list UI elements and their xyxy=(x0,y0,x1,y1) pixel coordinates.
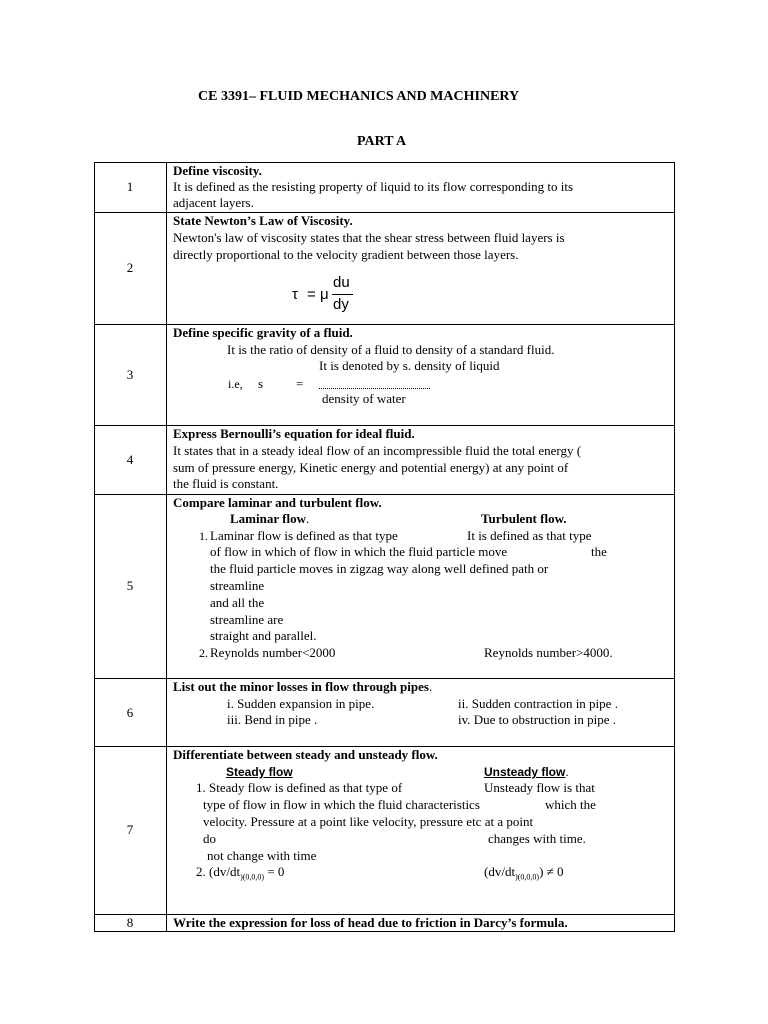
answer-line: It is denoted by s. density of liquid xyxy=(319,358,500,373)
list-index: 1. xyxy=(199,529,208,543)
answer-line: Unsteady flow is that xyxy=(484,780,595,795)
ie-label: i.e, xyxy=(228,377,243,391)
answer-line: the xyxy=(591,544,607,559)
answer-line: Laminar flow is defined as that type xyxy=(210,528,398,543)
fraction-bar xyxy=(319,388,430,390)
answer-line: the fluid particle moves in zigzag way along well defined path or xyxy=(210,561,549,576)
tau-symbol: τ xyxy=(292,286,298,303)
answer-line: directly proportional to the velocity gradient between those layers. xyxy=(173,247,519,262)
answer-line: not change with time xyxy=(207,848,317,863)
course-title: CE 3391– FLUID MECHANICS AND MACHINERY xyxy=(198,89,520,104)
column-heading-turbulent: Turbulent flow. xyxy=(481,511,567,526)
equals-sign: = xyxy=(296,376,304,391)
list-item: iii. Bend in pipe . xyxy=(227,712,318,727)
row-number: 2 xyxy=(126,260,134,275)
answer-line: and all the xyxy=(210,595,265,610)
row-number: 5 xyxy=(126,578,134,593)
answer-line: changes with time. xyxy=(488,831,586,846)
answer-line: type of flow in flow in which the fluid characteristics xyxy=(203,797,480,812)
question-text: List out the minor losses in flow through pipes. xyxy=(173,679,433,694)
question-text: Compare laminar and turbulent flow. xyxy=(173,495,382,510)
answer-line: 1. Steady flow is defined as that type of xyxy=(196,780,403,795)
answer-line: adjacent layers. xyxy=(173,195,254,210)
answer-line: which the xyxy=(545,797,596,812)
question-text: Express Bernoulli’s equation for ideal fluid. xyxy=(173,426,415,441)
list-item: i. Sudden expansion in pipe. xyxy=(227,696,375,711)
question-text: Write the expression for loss of head due to friction in Darcy’s formula. xyxy=(173,915,568,930)
answer-line: streamline xyxy=(210,578,265,593)
fraction-denominator: dy xyxy=(333,296,349,313)
answer-line: the fluid is constant. xyxy=(173,476,279,491)
fraction-numerator: du xyxy=(333,274,350,291)
column-heading-unsteady: Unsteady flow. xyxy=(484,765,569,779)
column-heading-steady: Steady flow xyxy=(226,765,293,779)
answer-line: velocity. Pressure at a point like velocity, pressure etc at a point xyxy=(203,814,534,829)
row-number: 6 xyxy=(126,705,134,720)
list-item: iv. Due to obstruction in pipe . xyxy=(458,712,617,727)
answer-line: streamline are xyxy=(210,612,284,627)
answer-line: It is defined as the resisting property of liquid to its flow corresponding to its xyxy=(173,179,574,194)
part-title: PART A xyxy=(357,134,407,149)
question-text: State Newton’s Law of Viscosity. xyxy=(173,213,353,228)
list-item: ii. Sudden contraction in pipe . xyxy=(458,696,618,711)
answer-line: sum of pressure energy, Kinetic energy and potential energy) at any point of xyxy=(173,460,569,475)
question-text: Define specific gravity of a fluid. xyxy=(173,325,353,340)
column-heading-laminar: Laminar flow. xyxy=(230,511,310,526)
answer-line: straight and parallel. xyxy=(210,628,317,643)
row-number: 8 xyxy=(126,915,134,930)
row-number: 4 xyxy=(126,452,134,467)
answer-line: Newton's law of viscosity states that the shear stress between fluid layers is xyxy=(173,230,565,245)
steady-equation: 2. ($dv/dt_{)(0,0,0)} = 0$ xyxy=(196,864,285,882)
s-symbol: s xyxy=(258,376,264,391)
answer-line: It is defined as that type xyxy=(467,528,592,543)
fraction-bar xyxy=(332,294,353,295)
answer-line: Reynolds number>4000. xyxy=(484,645,613,660)
question-text: Differentiate between steady and unsteady flow. xyxy=(173,747,438,762)
row-number: 3 xyxy=(126,367,134,382)
answer-line: Reynolds number<2000 xyxy=(210,645,336,660)
question-text: Define viscosity. xyxy=(173,163,262,178)
answer-line: It is the ratio of density of a fluid to density of a standard fluid. xyxy=(227,342,555,357)
unsteady-equation: $(dv/dt_{)(0,0,0)}) \ne 0$ xyxy=(484,864,564,882)
answer-line: of flow in which of flow in which the fluid particle move xyxy=(210,544,508,559)
row-number: 7 xyxy=(126,822,134,837)
row-number: 1 xyxy=(126,179,134,194)
answer-line: It states that in a steady ideal flow of an incompressible fluid the total energy ( xyxy=(173,443,582,458)
mu-symbol: μ xyxy=(320,286,329,303)
answer-line: density of water xyxy=(322,391,406,406)
equals-sign: = xyxy=(307,286,316,303)
list-index: 2. xyxy=(199,646,208,660)
answer-line: do xyxy=(203,831,216,846)
